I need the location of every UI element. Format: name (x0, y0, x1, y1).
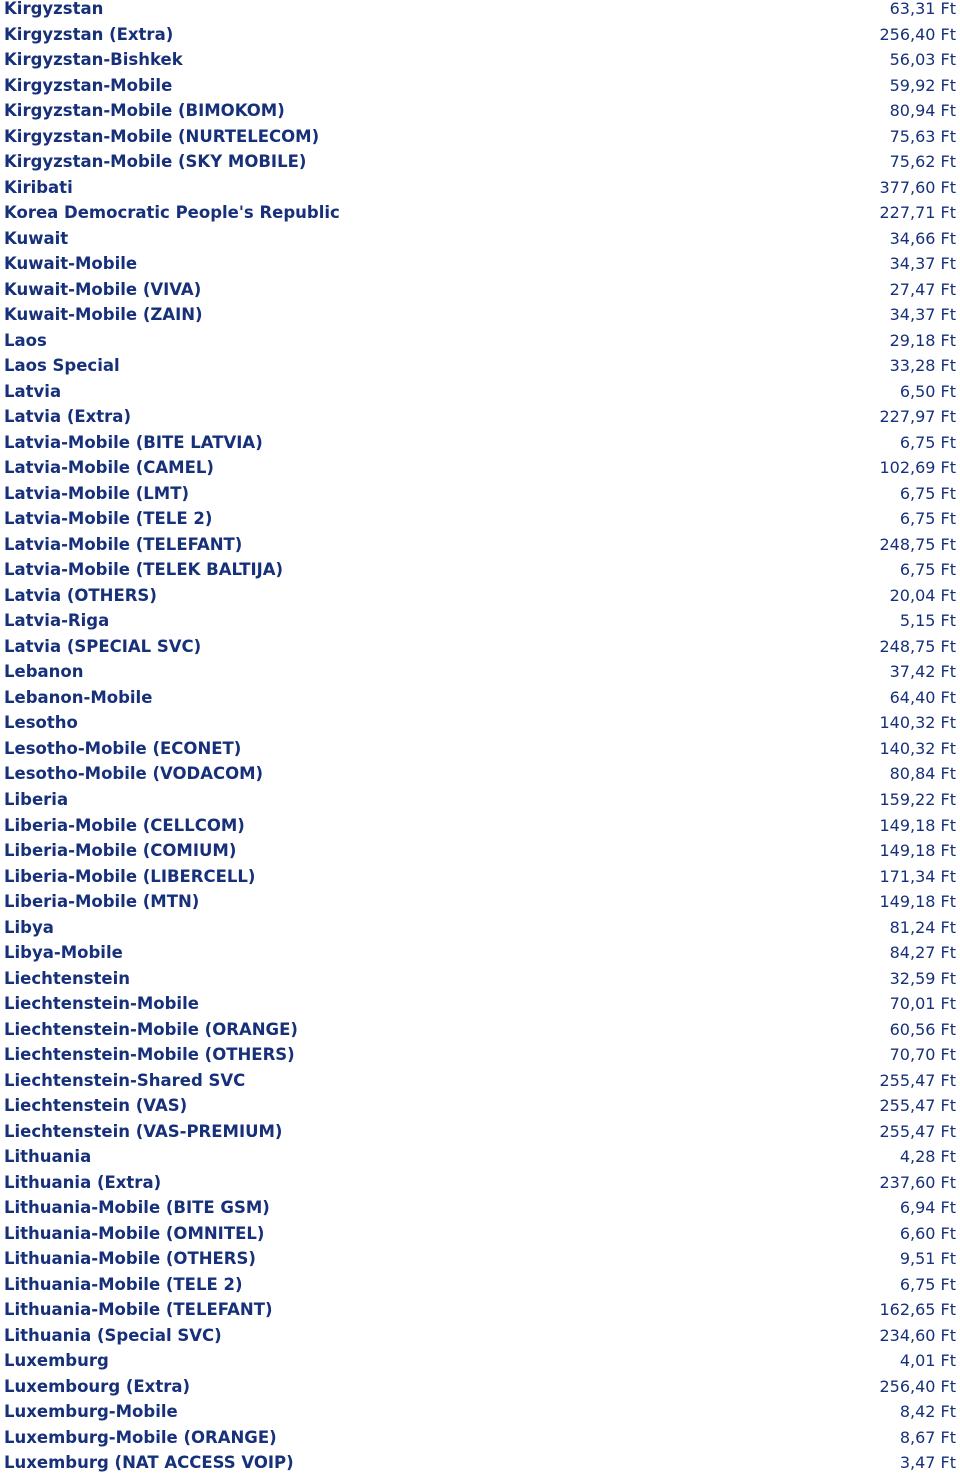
destination-price: 70,01 Ft (889, 994, 956, 1014)
table-row (0, 587, 960, 613)
table-row (0, 1123, 960, 1149)
destination-price: 255,47 Ft (879, 1096, 956, 1116)
destination-price: 248,75 Ft (879, 534, 956, 554)
table-row (0, 1097, 960, 1123)
table-row (0, 842, 960, 868)
destination-name: Latvia-Mobile (TELEK BALTIJA) (4, 560, 284, 580)
destination-name: Luxemburg (4, 1351, 109, 1371)
table-row (0, 612, 960, 638)
destination-price: 5,15 Ft (899, 611, 956, 631)
destination-price: 34,37 Ft (889, 305, 956, 325)
destination-price: 6,75 Ft (899, 509, 956, 529)
destination-price: 29,18 Ft (889, 330, 956, 350)
destination-price: 6,75 Ft (899, 1274, 956, 1294)
destination-name: Kirgyzstan-Mobile (BIMOKOM) (4, 101, 285, 121)
destination-price: 8,42 Ft (899, 1402, 956, 1422)
destination-price: 255,47 Ft (879, 1070, 956, 1090)
table-row (0, 1199, 960, 1225)
table-row (0, 817, 960, 843)
destination-price: 6,75 Ft (899, 560, 956, 580)
table-row (0, 51, 960, 77)
destination-price: 80,94 Ft (889, 101, 956, 121)
table-row (0, 638, 960, 664)
destination-name: Kuwait-Mobile (4, 254, 138, 274)
table-row (0, 434, 960, 460)
destination-price: 227,97 Ft (879, 407, 956, 427)
destination-name: Kuwait-Mobile (VIVA) (4, 279, 202, 299)
destination-price: 60,56 Ft (889, 1019, 956, 1039)
destination-name: Liberia-Mobile (MTN) (4, 892, 200, 912)
destination-price: 80,84 Ft (889, 764, 956, 784)
destination-name: Kirgyzstan-Mobile (4, 75, 173, 95)
table-row (0, 383, 960, 409)
table-row (0, 740, 960, 766)
destination-name: Luxemburg-Mobile (4, 1402, 178, 1422)
destination-name: Lesotho (4, 713, 78, 733)
destination-price: 70,70 Ft (889, 1045, 956, 1065)
table-row (0, 791, 960, 817)
table-row (0, 153, 960, 179)
destination-name: Latvia (4, 381, 62, 401)
destination-name: Lebanon (4, 662, 84, 682)
destination-price: 6,94 Ft (899, 1198, 956, 1218)
destination-price: 140,32 Ft (879, 738, 956, 758)
destination-name: Liechtenstein-Mobile (4, 994, 199, 1014)
destination-name: Latvia-Mobile (BITE LATVIA) (4, 432, 263, 452)
table-row (0, 893, 960, 919)
destination-name: Latvia-Riga (4, 611, 110, 631)
table-row (0, 1072, 960, 1098)
table-row (0, 485, 960, 511)
destination-price: 64,40 Ft (889, 687, 956, 707)
destination-price: 4,01 Ft (899, 1351, 956, 1371)
destination-price: 256,40 Ft (879, 24, 956, 44)
destination-name: Lesotho-Mobile (ECONET) (4, 738, 242, 758)
table-row (0, 1403, 960, 1429)
destination-name: Liberia-Mobile (CELLCOM) (4, 815, 245, 835)
table-row (0, 357, 960, 383)
destination-name: Lithuania-Mobile (TELE 2) (4, 1274, 243, 1294)
destination-name: Luxemburg-Mobile (ORANGE) (4, 1427, 277, 1447)
destination-price: 6,75 Ft (899, 432, 956, 452)
table-row (0, 1276, 960, 1302)
destination-price: 256,40 Ft (879, 1376, 956, 1396)
table-row (0, 128, 960, 154)
destination-price: 75,63 Ft (889, 126, 956, 146)
destination-name: Libya-Mobile (4, 943, 123, 963)
table-row (0, 510, 960, 536)
table-row (0, 944, 960, 970)
destination-name: Lesotho-Mobile (VODACOM) (4, 764, 264, 784)
destination-name: Kiribati (4, 177, 73, 197)
table-row (0, 1225, 960, 1251)
destination-price: 6,60 Ft (899, 1223, 956, 1243)
table-row (0, 1301, 960, 1327)
destination-name: Kirgyzstan (Extra) (4, 24, 174, 44)
destination-price: 27,47 Ft (889, 279, 956, 299)
table-row (0, 0, 960, 26)
destination-price: 255,47 Ft (879, 1121, 956, 1141)
table-row (0, 536, 960, 562)
table-row (0, 1352, 960, 1378)
destination-price: 6,75 Ft (899, 483, 956, 503)
destination-name: Liechtenstein (VAS) (4, 1096, 188, 1116)
destination-name: Lithuania-Mobile (BITE GSM) (4, 1198, 270, 1218)
destination-name: Liechtenstein-Mobile (ORANGE) (4, 1019, 298, 1039)
destination-name: Liberia (4, 789, 69, 809)
destination-price: 75,62 Ft (889, 152, 956, 172)
destination-price: 20,04 Ft (889, 585, 956, 605)
destination-name: Lithuania (Extra) (4, 1172, 162, 1192)
table-row (0, 970, 960, 996)
table-row (0, 1327, 960, 1353)
destination-price: 34,66 Ft (889, 228, 956, 248)
destination-price: 4,28 Ft (899, 1147, 956, 1167)
table-row (0, 77, 960, 103)
table-row (0, 306, 960, 332)
destination-price: 32,59 Ft (889, 968, 956, 988)
table-row (0, 1378, 960, 1404)
destination-name: Lithuania-Mobile (TELEFANT) (4, 1300, 273, 1320)
table-row (0, 332, 960, 358)
destination-name: Latvia (Extra) (4, 407, 131, 427)
destination-name: Latvia (SPECIAL SVC) (4, 636, 202, 656)
destination-name: Kuwait (4, 228, 69, 248)
destination-price: 33,28 Ft (889, 356, 956, 376)
table-row (0, 561, 960, 587)
destination-name: Luxemburg (NAT ACCESS VOIP) (4, 1453, 294, 1473)
table-row (0, 689, 960, 715)
destination-name: Latvia-Mobile (TELEFANT) (4, 534, 243, 554)
table-row (0, 1148, 960, 1174)
destination-name: Kirgyzstan-Bishkek (4, 50, 183, 70)
destination-name: Latvia-Mobile (LMT) (4, 483, 190, 503)
destination-price: 149,18 Ft (879, 892, 956, 912)
destination-name: Lebanon-Mobile (4, 687, 153, 707)
table-row (0, 179, 960, 205)
destination-price: 6,50 Ft (899, 381, 956, 401)
destination-price: 81,24 Ft (889, 917, 956, 937)
destination-price: 159,22 Ft (879, 789, 956, 809)
destination-price: 140,32 Ft (879, 713, 956, 733)
destination-price: 237,60 Ft (879, 1172, 956, 1192)
destination-price: 56,03 Ft (889, 50, 956, 70)
destination-name: Liechtenstein-Mobile (OTHERS) (4, 1045, 295, 1065)
destination-name: Liechtenstein (VAS-PREMIUM) (4, 1121, 283, 1141)
table-row (0, 204, 960, 230)
destination-name: Libya (4, 917, 54, 937)
destination-name: Latvia-Mobile (TELE 2) (4, 509, 213, 529)
destination-name: Liberia-Mobile (LIBERCELL) (4, 866, 256, 886)
table-row (0, 765, 960, 791)
destination-name: Laos Special (4, 356, 120, 376)
destination-price: 63,31 Ft (889, 0, 956, 18)
table-row (0, 1454, 960, 1480)
table-row (0, 1046, 960, 1072)
destination-name: Latvia (OTHERS) (4, 585, 157, 605)
destination-price: 149,18 Ft (879, 841, 956, 861)
table-row (0, 663, 960, 689)
table-row (0, 408, 960, 434)
destination-name: Laos (4, 330, 47, 350)
destination-name: Liberia-Mobile (COMIUM) (4, 841, 237, 861)
destination-price: 171,34 Ft (879, 866, 956, 886)
destination-name: Korea Democratic People's Republic (4, 203, 340, 223)
destination-price: 37,42 Ft (889, 662, 956, 682)
destination-price: 149,18 Ft (879, 815, 956, 835)
destination-price: 234,60 Ft (879, 1325, 956, 1345)
destination-price: 3,47 Ft (899, 1453, 956, 1473)
destination-price: 84,27 Ft (889, 943, 956, 963)
table-row (0, 26, 960, 52)
table-row (0, 255, 960, 281)
table-row (0, 868, 960, 894)
destination-name: Kirgyzstan-Mobile (NURTELECOM) (4, 126, 320, 146)
table-row (0, 995, 960, 1021)
destination-name: Lithuania-Mobile (OTHERS) (4, 1249, 256, 1269)
destination-price: 8,67 Ft (899, 1427, 956, 1447)
table-row (0, 1250, 960, 1276)
table-row (0, 1021, 960, 1047)
destination-price: 102,69 Ft (879, 458, 956, 478)
table-row (0, 102, 960, 128)
destination-name: Liechtenstein (4, 968, 131, 988)
destination-name: Kirgyzstan (4, 0, 104, 18)
destination-price: 162,65 Ft (879, 1300, 956, 1320)
destination-name: Luxembourg (Extra) (4, 1376, 191, 1396)
destination-price: 248,75 Ft (879, 636, 956, 656)
table-row (0, 1174, 960, 1200)
destination-name: Lithuania-Mobile (OMNITEL) (4, 1223, 265, 1243)
destination-name: Kuwait-Mobile (ZAIN) (4, 305, 203, 325)
destination-name: Kirgyzstan-Mobile (SKY MOBILE) (4, 152, 307, 172)
destination-name: Liechtenstein-Shared SVC (4, 1070, 246, 1090)
destination-price: 227,71 Ft (879, 203, 956, 223)
table-row (0, 714, 960, 740)
destination-price: 377,60 Ft (879, 177, 956, 197)
table-row (0, 459, 960, 485)
destination-price: 59,92 Ft (889, 75, 956, 95)
table-row (0, 919, 960, 945)
destination-price: 9,51 Ft (899, 1249, 956, 1269)
table-row (0, 281, 960, 307)
table-row (0, 1429, 960, 1455)
destination-name: Lithuania (4, 1147, 92, 1167)
destination-price: 34,37 Ft (889, 254, 956, 274)
destination-name: Latvia-Mobile (CAMEL) (4, 458, 214, 478)
table-row (0, 230, 960, 256)
destination-name: Lithuania (Special SVC) (4, 1325, 222, 1345)
